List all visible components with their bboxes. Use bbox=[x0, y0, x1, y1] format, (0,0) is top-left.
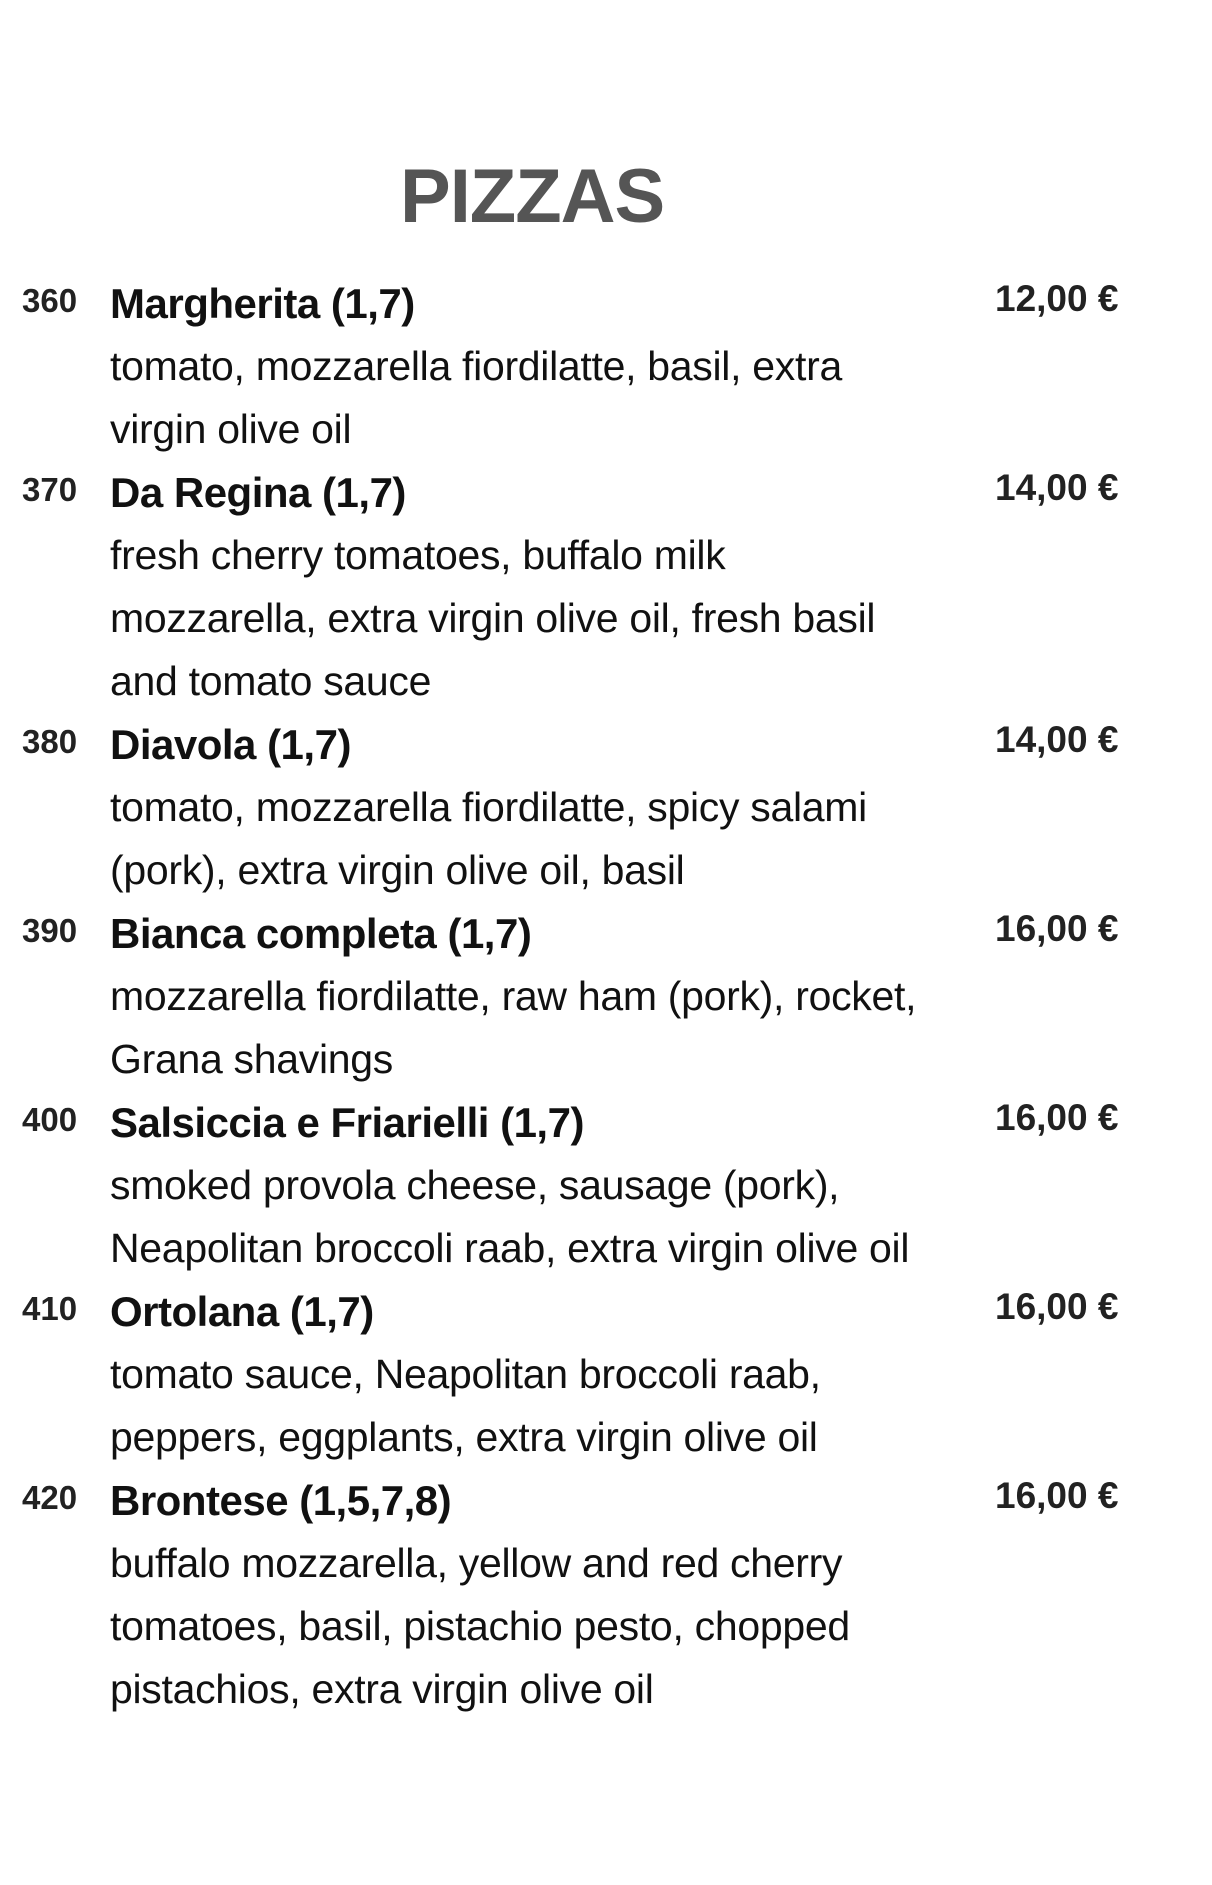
menu-item bbox=[0, 1280, 1119, 1469]
menu-item bbox=[0, 902, 1119, 1091]
item-price: 16,00 € bbox=[995, 1097, 1119, 1138]
item-number: 420 bbox=[22, 1479, 78, 1516]
menu-item bbox=[0, 461, 1119, 713]
menu-item bbox=[0, 272, 1119, 461]
item-name: Da Regina (1,7) bbox=[110, 469, 406, 516]
item-number: 410 bbox=[22, 1290, 78, 1327]
item-price: 16,00 € bbox=[995, 1475, 1119, 1516]
item-price: 12,00 € bbox=[995, 278, 1119, 319]
item-price: 16,00 € bbox=[995, 908, 1119, 949]
item-number: 360 bbox=[22, 282, 78, 319]
item-name: Ortolana (1,7) bbox=[110, 1288, 374, 1335]
item-price: 14,00 € bbox=[995, 719, 1119, 760]
item-name: Bianca completa (1,7) bbox=[110, 910, 532, 957]
item-description: tomato sauce, Neapolitan broccoli raab, peppers, eggplants, extra virgin olive oil bbox=[110, 1351, 821, 1460]
menu-item bbox=[0, 1091, 1119, 1280]
item-number: 390 bbox=[22, 912, 78, 949]
item-name: Brontese (1,5,7,8) bbox=[110, 1477, 452, 1524]
item-description: tomato, mozzarella fiordilatte, basil, extra virgin olive oil bbox=[110, 343, 842, 452]
page-title: PIZZAS bbox=[400, 153, 665, 239]
item-price: 16,00 € bbox=[995, 1286, 1119, 1327]
item-price: 14,00 € bbox=[995, 467, 1119, 508]
item-description: mozzarella fiordilatte, raw ham (pork), rocket, Grana shavings bbox=[110, 973, 917, 1082]
item-number: 380 bbox=[22, 723, 78, 760]
item-description: smoked provola cheese, sausage (pork), Neapolitan broccoli raab, extra virgin olive oil bbox=[110, 1162, 910, 1271]
item-number: 400 bbox=[22, 1101, 78, 1138]
item-name: Salsiccia e Friarielli (1,7) bbox=[110, 1099, 584, 1146]
menu-item bbox=[0, 1469, 1119, 1721]
item-description: buffalo mozzarella, yellow and red cherry tomatoes, basil, pistachio pesto, chopped pistachios, extra virgin olive oil bbox=[110, 1540, 850, 1712]
menu-list bbox=[0, 272, 1212, 1721]
item-name: Diavola (1,7) bbox=[110, 721, 351, 768]
item-description: fresh cherry tomatoes, buffalo milk mozzarella, extra virgin olive oil, fresh basil and tomato sauce bbox=[110, 532, 876, 704]
item-description: tomato, mozzarella fiordilatte, spicy salami (pork), extra virgin olive oil, basil bbox=[110, 784, 867, 893]
item-name: Margherita (1,7) bbox=[110, 280, 415, 327]
item-number: 370 bbox=[22, 471, 78, 508]
menu-item bbox=[0, 713, 1119, 902]
